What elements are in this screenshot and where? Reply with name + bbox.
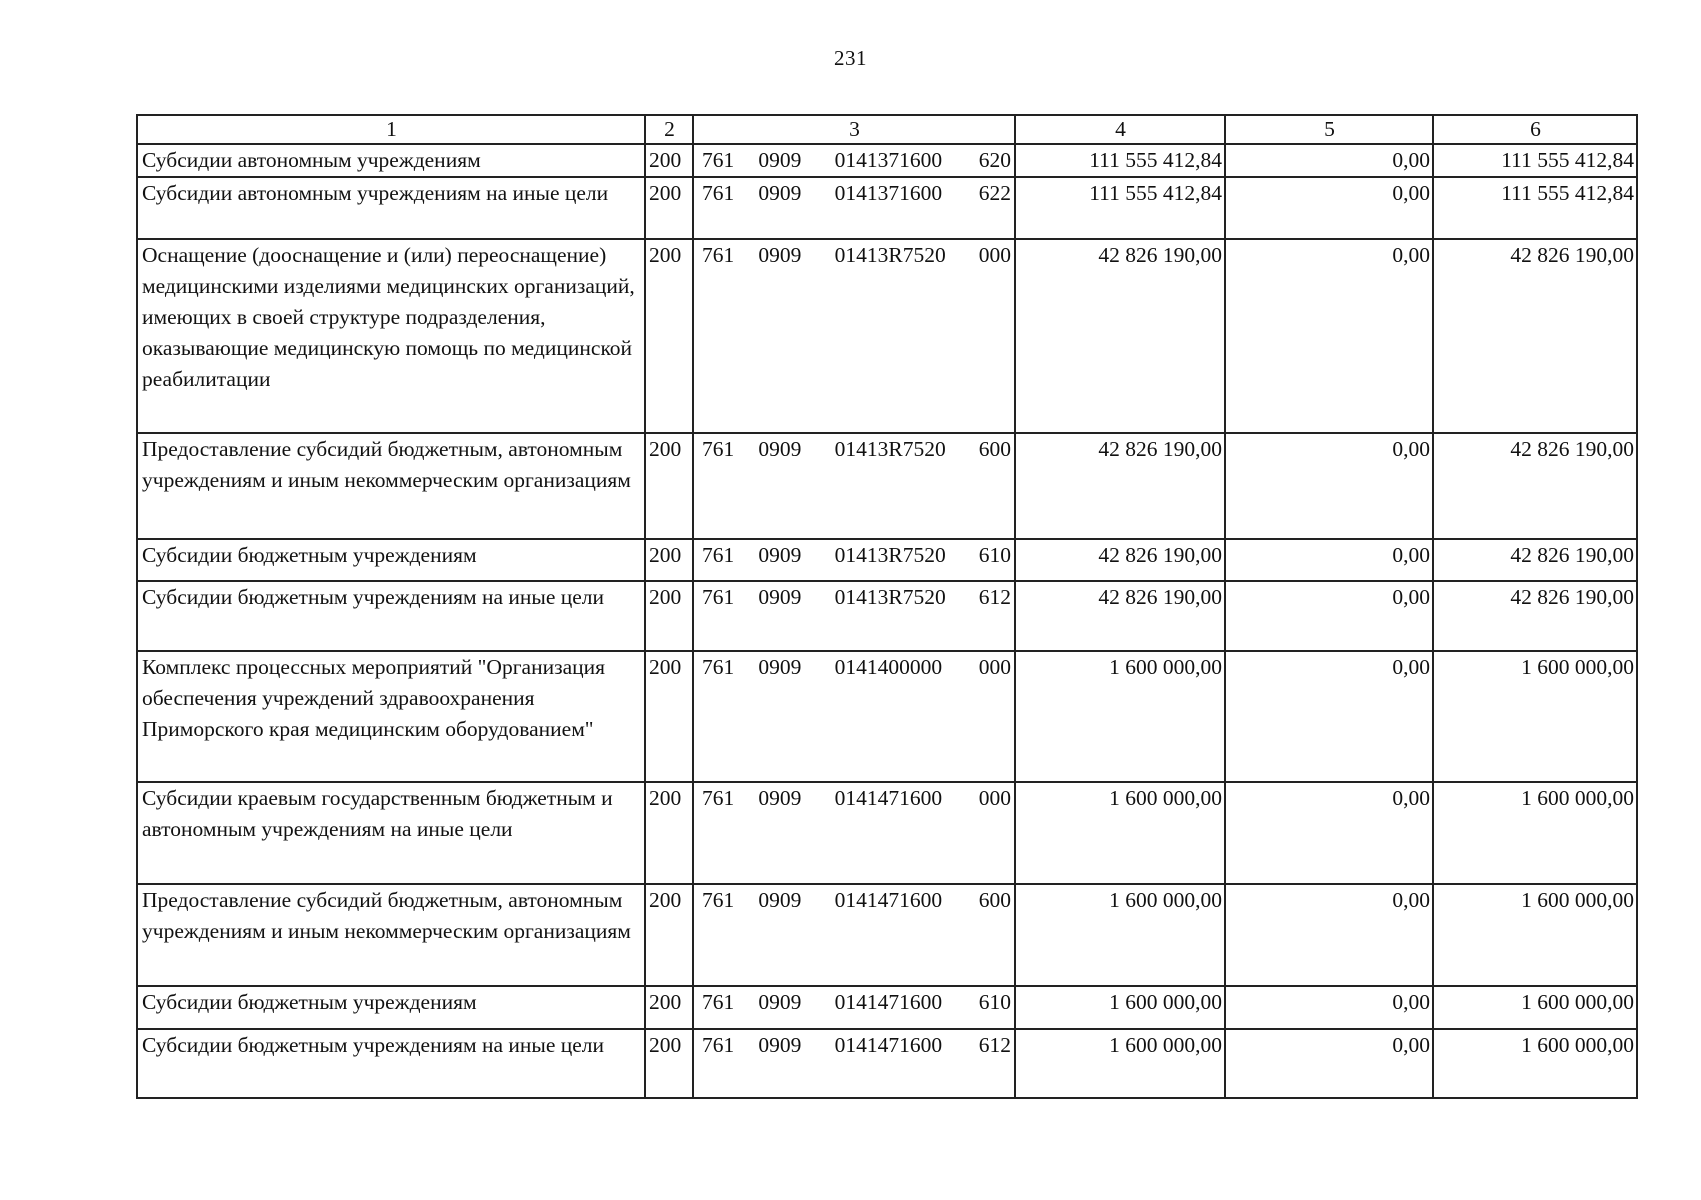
code-ministry: 761 [702,543,735,567]
row-name: Субсидии автономным учреждениям на иные цели [137,177,645,239]
code-expense-type: 000 [978,243,1011,267]
code-section: 0909 [758,437,802,461]
code-ministry: 761 [702,786,735,810]
row-grbs: 200 [645,239,693,433]
row-name: Оснащение (дооснащение и (или) переоснащение) медицинскими изделиями медицинских организаций, имеющих в своей структуре подразделения, оказывающие медицинскую помощь по медицинской реабилитации [137,239,645,433]
column-header: 6 [1433,115,1637,144]
code-target: 01413R7520 [834,543,946,567]
row-grbs: 200 [645,581,693,651]
table-row [137,651,1637,782]
row-codes [693,539,1015,581]
row-codes [693,884,1015,986]
table-row [137,782,1637,884]
row-amount-4: 42 826 190,00 [1015,539,1225,581]
code-ministry: 761 [702,148,735,172]
row-amount-5: 0,00 [1225,177,1433,239]
table-row [137,581,1637,651]
code-expense-type: 612 [978,585,1011,609]
code-target: 01413R7520 [834,437,946,461]
row-codes [693,433,1015,539]
table-row [137,884,1637,986]
row-grbs: 200 [645,433,693,539]
row-amount-6: 111 555 412,84 [1433,177,1637,239]
row-amount-5: 0,00 [1225,986,1433,1029]
row-amount-6: 1 600 000,00 [1433,651,1637,782]
row-name: Предоставление субсидий бюджетным, автономным учреждениям и иным некоммерческим организациям [137,884,645,986]
code-ministry: 761 [702,990,735,1014]
page-number: 231 [834,46,867,70]
row-amount-6: 42 826 190,00 [1433,581,1637,651]
row-amount-6: 42 826 190,00 [1433,239,1637,433]
code-target: 0141471600 [834,990,943,1014]
table-row [137,986,1637,1029]
row-amount-6: 1 600 000,00 [1433,1029,1637,1098]
row-amount-5: 0,00 [1225,433,1433,539]
code-section: 0909 [758,585,802,609]
budget-table [136,114,1638,1099]
row-amount-4: 111 555 412,84 [1015,144,1225,177]
row-amount-4: 42 826 190,00 [1015,433,1225,539]
table-row [137,433,1637,539]
row-name: Субсидии бюджетным учреждениям на иные цели [137,581,645,651]
row-amount-5: 0,00 [1225,1029,1433,1098]
row-codes [693,581,1015,651]
row-amount-5: 0,00 [1225,651,1433,782]
code-section: 0909 [758,990,802,1014]
code-section: 0909 [758,786,802,810]
table-row [137,177,1637,239]
code-section: 0909 [758,148,802,172]
code-target: 0141471600 [834,1033,943,1057]
code-expense-type: 000 [978,786,1011,810]
row-grbs: 200 [645,1029,693,1098]
code-target: 0141471600 [834,888,943,912]
row-amount-4: 1 600 000,00 [1015,1029,1225,1098]
row-name: Субсидии краевым государственным бюджетным и автономным учреждениям на иные цели [137,782,645,884]
code-ministry: 761 [702,655,735,679]
row-amount-6: 111 555 412,84 [1433,144,1637,177]
code-expense-type: 610 [978,543,1011,567]
column-header: 2 [645,115,693,144]
row-grbs: 200 [645,884,693,986]
row-name: Субсидии бюджетным учреждениям на иные цели [137,1029,645,1098]
row-name: Субсидии бюджетным учреждениям [137,986,645,1029]
code-ministry: 761 [702,1033,735,1057]
row-amount-4: 1 600 000,00 [1015,782,1225,884]
code-expense-type: 610 [978,990,1011,1014]
row-name: Субсидии бюджетным учреждениям [137,539,645,581]
table-row [137,239,1637,433]
code-target: 0141371600 [834,181,943,205]
code-expense-type: 000 [978,655,1011,679]
code-target: 01413R7520 [834,243,946,267]
row-amount-5: 0,00 [1225,581,1433,651]
row-name: Субсидии автономным учреждениям [137,144,645,177]
row-amount-5: 0,00 [1225,884,1433,986]
row-amount-6: 1 600 000,00 [1433,782,1637,884]
code-expense-type: 622 [978,181,1011,205]
row-amount-4: 111 555 412,84 [1015,177,1225,239]
column-header: 4 [1015,115,1225,144]
row-codes [693,986,1015,1029]
code-section: 0909 [758,1033,802,1057]
code-section: 0909 [758,543,802,567]
row-codes [693,1029,1015,1098]
column-header: 5 [1225,115,1433,144]
code-section: 0909 [758,888,802,912]
code-target: 0141471600 [834,786,943,810]
row-amount-4: 1 600 000,00 [1015,884,1225,986]
row-amount-5: 0,00 [1225,239,1433,433]
row-amount-6: 42 826 190,00 [1433,539,1637,581]
row-codes [693,144,1015,177]
code-ministry: 761 [702,437,735,461]
row-grbs: 200 [645,177,693,239]
row-name: Предоставление субсидий бюджетным, автономным учреждениям и иным некоммерческим организациям [137,433,645,539]
row-grbs: 200 [645,986,693,1029]
table-header-row [137,115,1637,144]
row-codes [693,177,1015,239]
table-row [137,144,1637,177]
row-codes [693,651,1015,782]
row-grbs: 200 [645,782,693,884]
row-amount-5: 0,00 [1225,782,1433,884]
row-amount-5: 0,00 [1225,539,1433,581]
code-section: 0909 [758,181,802,205]
code-section: 0909 [758,655,802,679]
row-amount-6: 1 600 000,00 [1433,884,1637,986]
code-expense-type: 600 [978,437,1011,461]
row-amount-4: 42 826 190,00 [1015,581,1225,651]
table-row [137,539,1637,581]
row-amount-4: 1 600 000,00 [1015,986,1225,1029]
row-amount-6: 1 600 000,00 [1433,986,1637,1029]
row-codes [693,239,1015,433]
code-expense-type: 620 [978,148,1011,172]
row-grbs: 200 [645,144,693,177]
code-ministry: 761 [702,181,735,205]
code-ministry: 761 [702,888,735,912]
row-grbs: 200 [645,539,693,581]
row-amount-5: 0,00 [1225,144,1433,177]
code-section: 0909 [758,243,802,267]
code-target: 0141371600 [834,148,943,172]
code-expense-type: 612 [978,1033,1011,1057]
code-target: 01413R7520 [834,585,946,609]
code-expense-type: 600 [978,888,1011,912]
row-amount-6: 42 826 190,00 [1433,433,1637,539]
row-amount-4: 42 826 190,00 [1015,239,1225,433]
code-ministry: 761 [702,243,735,267]
code-ministry: 761 [702,585,735,609]
column-header: 3 [693,115,1015,144]
code-target: 0141400000 [834,655,943,679]
table-row [137,1029,1637,1098]
column-header: 1 [137,115,645,144]
row-grbs: 200 [645,651,693,782]
row-name: Комплекс процессных мероприятий "Организация обеспечения учреждений здравоохранения Приморского края медицинским оборудованием" [137,651,645,782]
row-codes [693,782,1015,884]
row-amount-4: 1 600 000,00 [1015,651,1225,782]
